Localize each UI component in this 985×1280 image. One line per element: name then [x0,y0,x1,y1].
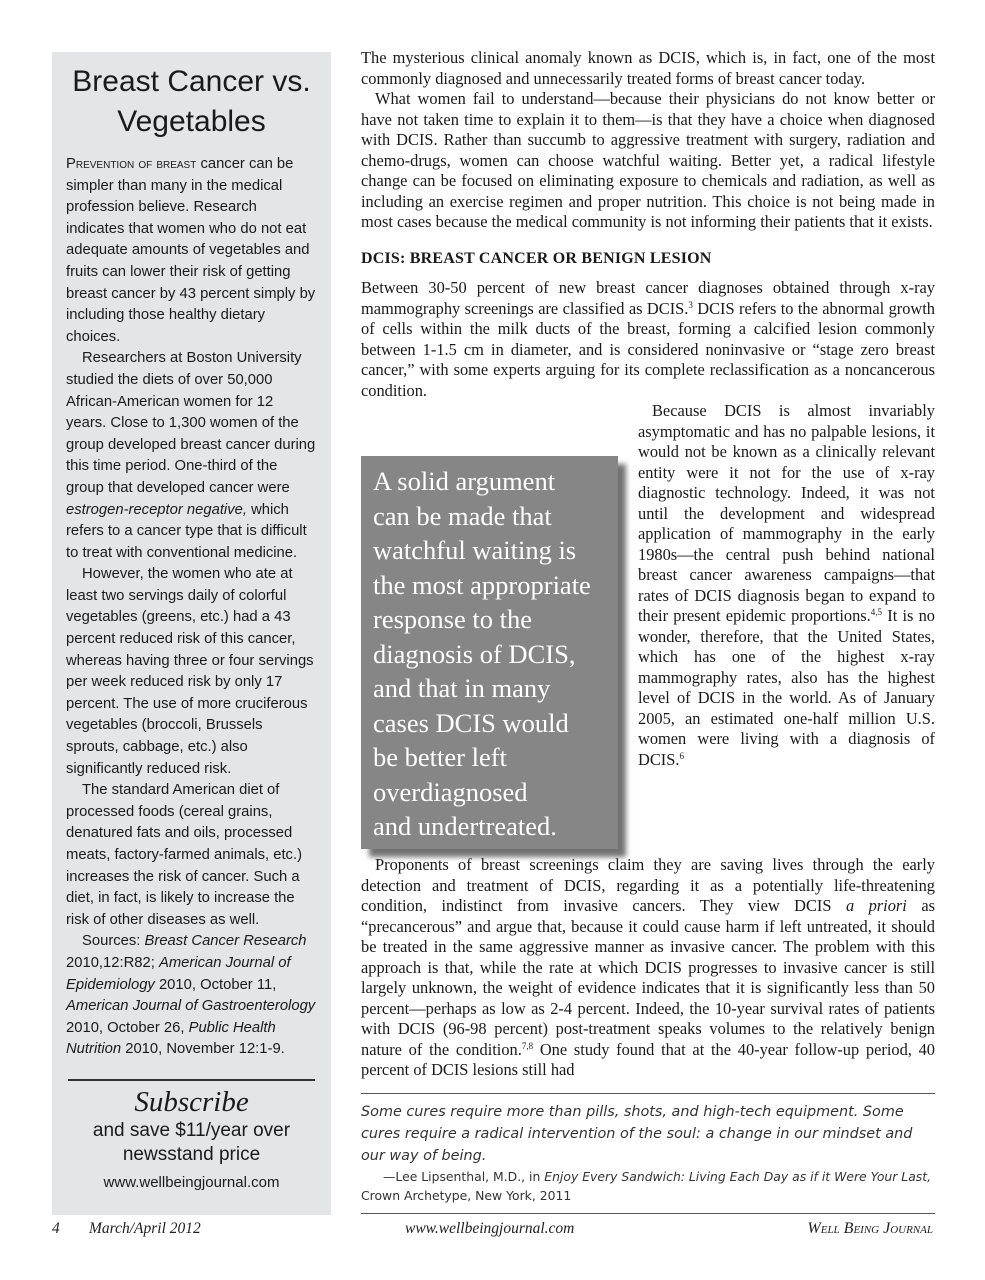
subscribe-divider [68,1079,315,1081]
sidebar-body [66,154,317,1061]
quote-author: —Lee Lipsenthal, M.D., in [383,1169,545,1184]
article-paragraph-5-emphasis: a priori [845,896,907,915]
pull-quote-line: overdiagnosed [373,776,528,807]
source-detail: 2010, November 12:1-9. [121,1041,285,1058]
footnote-ref: 3 [688,299,693,310]
pull-quote-line: the most appropriate [373,569,591,600]
article-paragraph-5 [361,855,935,1081]
source-title: American Journal of Epidemiology [66,954,291,993]
pull-quote-line: response to the [373,604,532,634]
epigraph-quote [361,1093,935,1214]
sources-label: Sources: [82,933,145,950]
pull-quote-line: and undertreated. [373,811,557,841]
sidebar-lead-in: Prevention of breast [66,156,197,172]
article-paragraph-5-text-b: as “precancerous” and argue that, because it could cause harm if left untreated, it should be treated in the same aggressive manner as invasive cancer. The problem with this approach is that, while the rate at which DCIS progresses to invasive cancer is still largely unknown, the weight of evidence indicates that it is significantly less than 50 percent—perhaps as low as 2-4 percent. Indeed, the 10-year survival rates of patients with DCIS (96-98 percent) post-treatment speaks volumes to the relatively benign nature of the condition. [361,896,935,1059]
subscribe-offer-line-2: newsstand price [122,1143,261,1165]
pull-quote-line: diagnosis of DCIS, [373,638,576,669]
sidebar-paragraph-2-text-b: which refers to a cancer type that is difficult to treat with conventional medicine. [66,501,307,561]
article-paragraph-2: What women fail to understand—because their physicians do not know better or have not taken time to explain it to them—is that they have a choice when diagnosed with DCIS. Rather than succumb to aggressive treatment with surgery, radiation and chemo-drugs, women can choose watchful waiting. Better yet, a radical lifestyle change can be focused on eliminating exposure to chemicals and radiation, as well as including an exercise regimen and proper nutrition. This choice is not being made in most cases because the medical community is not informing their patients that it exists. [361,89,935,231]
footnote-ref: 4,5 [870,607,883,617]
section-heading: DCIS: BREAST CANCER OR BENIGN LESION [361,249,712,267]
pull-quote-line: and that in many [373,673,551,703]
article-column [361,48,935,1081]
pull-quote-box [361,456,618,849]
sidebar-paragraph-3: However, the women who ate at least two servings daily of colorful vegetables (greens, etc.) had a 43 percent reduced risk of this cancer, whereas having three or four servings per week reduced risk by only 17 percent. The use of more cruciferous vegetables (broccoli, Brussels sprouts, cabbage, etc.) also significantly reduced risk. [66,566,314,777]
source-title: Public Health Nutrition [66,1019,276,1058]
quote-book-title: Enjoy Every Sandwich: Living Each Day as if it Were Your Last, [544,1169,932,1184]
article-paragraph-4-text-a: Because DCIS is almost invariably asymptomatic and has no palpable lesions, it would not be known as a clinically relevant entity were it not for the use of x-ray diagnostic technology. Indeed, it was not until the development and widespread application of mammography in the early 1980s—the central push behind national breast cancer awareness campaigns—that rates of DCIS diagnosis began to expand to their present epidemic proportions. [638,401,935,625]
sidebar-title: Breast Cancer vs. Vegetables [72,65,311,138]
article-paragraph-3 [361,278,935,401]
sidebar-sources [66,931,317,1061]
sidebar-paragraph-2-text-a: Researchers at Boston University studied the diets of over 50,000 African-American women for 12 years. Close to 1,300 women of the group developed breast cancer during this time period. One-third of the group that developed cancer were [66,350,316,496]
source-detail: 2010,12:R82; [66,954,159,971]
article-paragraph-1: The mysterious clinical anomaly known as DCIS, which is, in fact, one of the most commonly diagnosed and unnecessarily treated forms of breast cancer today. [361,48,935,88]
pull-quote-line: watchful waiting is [373,535,577,565]
source-detail: 2010, October 26, [66,1019,189,1036]
sidebar-paragraph-2-emphasis: estrogen-receptor negative, [66,501,247,518]
issue-date: March/April 2012 [89,1220,201,1237]
article-paragraph-5-text-c: One study found that at the 40-year follow-up period, 40 percent of DCIS lesions still had [361,1039,936,1079]
sidebar-paragraph-1 [66,154,317,348]
article-paragraph-3-text-a: Between 30-50 percent of new breast cancer diagnoses obtained through x-ray mammography screenings are classified as DCIS. [361,278,935,318]
article-paragraph-4-text-b: It is no wonder, therefore, that the United States, which has one of the highest x-ray mammography rates, also has the highest level of DCIS in the world. As of January 2005, an estimated one-half million U.S. women were living with a diagnosis of DCIS. [638,606,935,769]
subscribe-url-link[interactable]: www.wellbeingjournal.com [103,1173,280,1191]
subscribe-promo[interactable] [66,1085,317,1194]
quote-attribution [361,1167,935,1186]
journal-name: Well Being Journal [807,1220,933,1237]
footnote-ref: 6 [679,750,684,761]
article-paragraph-5-text-a: Proponents of breast screenings claim they are saving lives through the early detection and treatment of DCIS, regarding it as a potentially life-threatening condition, indistinct from invasive cancers. They view DCIS [361,855,935,915]
pull-quote-line: be better left [373,742,507,772]
sidebar-breast-cancer-vs-vegetables [52,52,331,1215]
article-paragraph-3-text-b: DCIS refers to the abnormal growth of cells within the milk ducts of the breast, forming a calcified lesion commonly between 1-1.5 cm in diameter, and is considered noninvasive or “stage zero breast cancer,” with some experts arguing for its complete reclassification as a noncancerous condition. [361,298,936,400]
pull-quote-line: can be made that [373,500,552,531]
sidebar-paragraph-1-text: cancer can be simpler than many in the medical profession believe. Research indicates that women who do not eat adequate amounts of vegetables and fruits can lower their risk of getting breast cancer by 43 percent simply by including those healthy dietary choices. [66,156,316,345]
subscribe-title: Subscribe [134,1085,249,1118]
sidebar-paragraph-2 [66,348,317,564]
footer-url-link[interactable]: www.wellbeingjournal.com [405,1220,575,1237]
quote-text: Some cures require more than pills, shots, and high-tech equipment. Some cures require a radical intervention of the soul: a change in our mindset and our way of being. [361,1104,913,1164]
sidebar-paragraph-4: The standard American diet of processed foods (cereal grains, denatured fats and oils, processed meats, factory-farmed animals, etc.) increases the risk of cancer. Such a diet, in fact, is likely to increase the risk of other diseases as well. [66,782,302,928]
source-title: Breast Cancer Research [144,933,307,950]
quote-publisher: Crown Archetype, New York, 2011 [361,1188,572,1203]
source-title: American Journal of Gastroenterology [66,998,316,1015]
source-detail: 2010, October 11, [154,976,277,993]
subscribe-offer-line-1: and save $11/year over [92,1119,291,1141]
pull-quote-line: A solid argument [373,466,556,496]
page-number: 4 [52,1220,60,1237]
pull-quote-line: cases DCIS would [373,707,569,738]
footnote-ref: 7,8 [521,1040,534,1051]
